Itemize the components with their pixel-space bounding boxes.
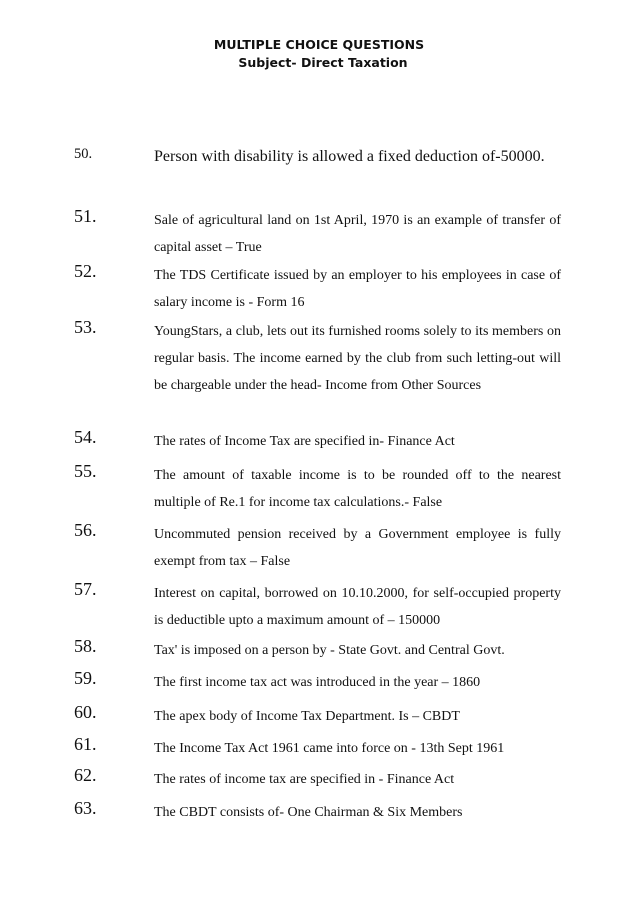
question-number: 53.	[74, 317, 97, 337]
question-number: 55.	[74, 461, 97, 481]
question-text: Uncommuted pension received by a Government employee is fully exempt from tax – False	[154, 527, 561, 569]
question-number: 50.	[74, 146, 93, 162]
question-number: 57.	[74, 579, 97, 599]
question-text: The TDS Certificate issued by an employer to his employees in case of salary income is - Form 16	[154, 268, 561, 310]
question-number: 54.	[74, 427, 97, 447]
question-number: 56.	[74, 520, 97, 540]
question-number: 58.	[74, 636, 97, 656]
question-text: YoungStars, a club, lets out its furnished rooms solely to its members on regular basis. The income earned by the club from such letting-out will be chargeable under the head- Income from Other Sources	[154, 324, 561, 393]
question-number: 59.	[74, 668, 97, 688]
document-subject: Subject- Direct Taxation	[238, 55, 408, 70]
question-text: Interest on capital, borrowed on 10.10.2000, for self-occupied property is deductible upto a maximum amount of – 150000	[154, 586, 561, 628]
question-text: The Income Tax Act 1961 came into force on - 13th Sept 1961	[154, 741, 505, 756]
page-header	[0, 36, 638, 72]
question-text: The CBDT consists of- One Chairman & Six Members	[154, 805, 463, 820]
question-text: The apex body of Income Tax Department. Is – CBDT	[154, 709, 460, 724]
question-text: The rates of income tax are specified in - Finance Act	[154, 772, 455, 787]
question-text: Sale of agricultural land on 1st April, 1970 is an example of transfer of capital asset – True	[154, 213, 561, 255]
question-text: Person with disability is allowed a fixed deduction of-50000.	[154, 148, 545, 165]
question-number: 63.	[74, 798, 97, 818]
document-title: MULTIPLE CHOICE QUESTIONS	[213, 37, 425, 52]
question-number: 51.	[74, 206, 97, 226]
question-number: 60.	[74, 702, 97, 722]
question-number: 62.	[74, 765, 97, 785]
question-text: The rates of Income Tax are specified in- Finance Act	[154, 434, 455, 449]
question-number: 61.	[74, 734, 97, 754]
question-number: 52.	[74, 261, 97, 281]
question-text: The amount of taxable income is to be rounded off to the nearest multiple of Re.1 for income tax calculations.- False	[154, 468, 561, 510]
question-text: The first income tax act was introduced in the year – 1860	[154, 675, 481, 690]
question-text: Tax' is imposed on a person by - State Govt. and Central Govt.	[154, 643, 505, 658]
